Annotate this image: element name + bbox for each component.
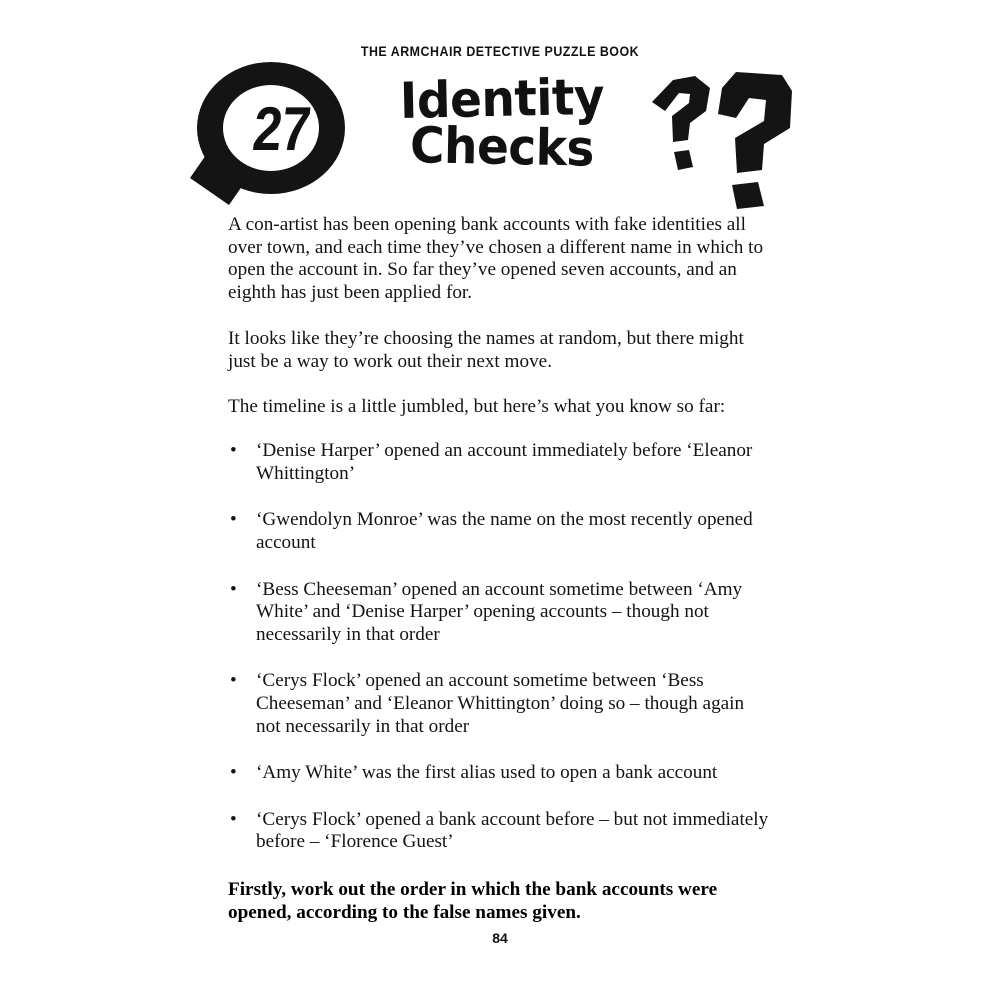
puzzle-number: 27 — [249, 95, 313, 164]
running-head: THE ARMCHAIR DETECTIVE PUZZLE BOOK — [360, 44, 640, 59]
clue-text: ‘Amy White’ was the first alias used to open a bank account — [256, 762, 718, 784]
bullet-glyph: • — [230, 509, 237, 531]
page-number: 84 — [492, 930, 508, 946]
intro-paragraph-1: A con-artist has been opening bank accounts with fake identities all over town, and each time they’ve chosen a different name in which to open the account in. So far they’ve opened seven accounts, and an eighth has just been applied for. — [228, 214, 764, 303]
list-item — [228, 509, 773, 554]
bullet-glyph: • — [230, 440, 237, 462]
large-question-mark-icon — [718, 72, 792, 209]
clue-text: ‘Bess Cheeseman’ opened an account sometime between ‘Amy White’ and ‘Denise Harper’ opening accounts – though not necessarily in that order — [256, 578, 743, 645]
list-item — [228, 579, 773, 647]
task-prompt: Firstly, work out the order in which the bank accounts were opened, according to the false names given. — [228, 878, 718, 923]
list-item — [228, 670, 773, 738]
small-question-mark-icon — [652, 76, 710, 170]
clue-text: ‘Cerys Flock’ opened a bank account before – but not immediately before – ‘Florence Guest’ — [256, 808, 769, 853]
bullet-glyph: • — [230, 578, 237, 600]
page-title-line-2: Checks — [409, 116, 595, 179]
clue-text: ‘Cerys Flock’ opened an account sometime between ‘Bess Cheeseman’ and ‘Eleanor Whittington’ doing so – though again not necessarily in that order — [256, 670, 745, 737]
puzzle-body — [228, 214, 773, 924]
bullet-glyph: • — [230, 762, 237, 784]
clue-text: ‘Denise Harper’ opened an account immediately before ‘Eleanor Whittington’ — [256, 440, 753, 484]
question-marks-shape — [640, 66, 820, 211]
magnifying-glass-shape — [186, 62, 358, 210]
list-item — [228, 762, 773, 785]
puzzle-header — [0, 60, 1000, 210]
intro-paragraph-2: It looks like they’re choosing the names at random, but there might just be a way to work out their next move. — [228, 328, 744, 372]
list-item — [228, 440, 773, 485]
clue-list — [228, 440, 773, 854]
bullet-glyph: • — [230, 808, 237, 830]
bullet-glyph: • — [230, 670, 237, 692]
page-title-line-1: Identity — [399, 68, 605, 131]
magnifying-glass-icon — [186, 62, 358, 210]
list-item — [228, 809, 773, 854]
page-title — [372, 68, 632, 179]
intro-paragraph-3: The timeline is a little jumbled, but here’s what you know so far: — [228, 395, 726, 417]
clue-text: ‘Gwendolyn Monroe’ was the name on the most recently opened account — [256, 509, 753, 553]
question-marks-icon — [640, 66, 820, 211]
